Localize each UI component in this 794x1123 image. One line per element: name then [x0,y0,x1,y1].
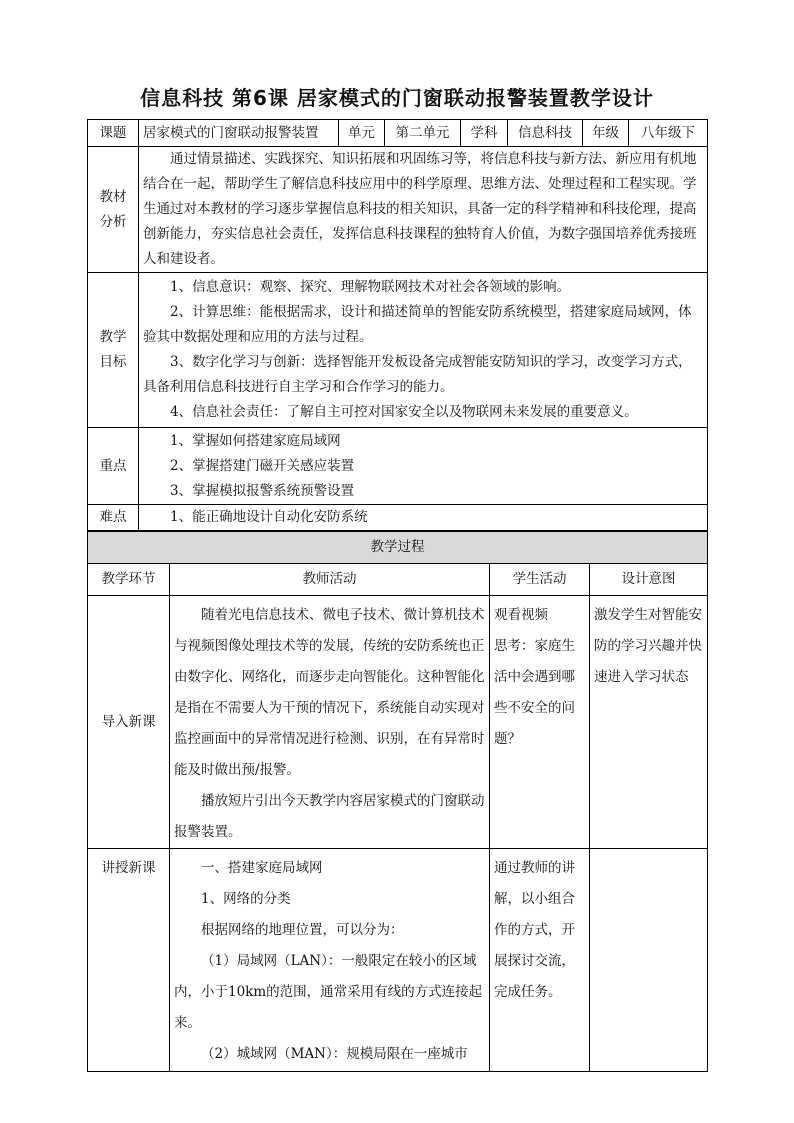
stage-cell: 讲授新课 [88,849,170,1072]
difficulty-label: 难点 [88,505,139,531]
subject-value: 信息科技 [508,120,583,147]
lesson-info-table [87,119,708,531]
student-activity-cell: 观看视频 思考：家庭生活中会遇到哪些不安全的问题？ [490,596,590,849]
difficulty-text: 1、能正确地设计自动化安防系统 [170,509,368,525]
key-point-item: 2、掌握搭建门磁开关感应装置 [170,457,355,474]
goals-cell [139,273,708,428]
subject-label: 学科 [461,120,508,147]
teacher-paragraph: 随着光电信息技术、微电子技术、微计算机技术与视频图像处理技术等的发展，传统的安防系统也正由数字化、网络化，而逐步走向智能化。这种智能化是指在不需要人为干预的情况下，系统能自动实现对监控画面中的异常情况进行检测、识别，在有异常时能及时做出预/报警。 [174,607,485,778]
teacher-activity-cell [170,849,490,1072]
difficulty-cell [139,505,708,531]
table-row [88,849,708,1072]
teacher-paragraph: （1）局域网（LAN）：一般限定在较小的区域内，小于10km的范围，通常采用有线的方式连接起来。 [174,953,483,1031]
stage-cell: 导入新课 [88,596,170,849]
teaching-process-table [87,531,708,1072]
topic-label: 课题 [88,120,139,147]
goal-item: 4、信息社会责任：了解自主可控对国家安全以及物联网未来发展的重要意义。 [170,404,638,420]
grade-value: 八年级下 [629,120,708,147]
teacher-paragraph: 一、搭建家庭局域网 [201,860,323,876]
table-row [88,596,708,849]
document-title: 信息科技 第6课 居家模式的门窗联动报警装置教学设计 [140,86,654,110]
topic-value: 居家模式的门窗联动报警装置 [139,120,339,147]
key-points-cell [139,428,708,505]
header-student: 学生活动 [490,564,590,596]
goals-label: 教学 目标 [88,273,139,428]
teacher-paragraph: 1、网络的分类 [201,891,291,907]
goal-item: 2、计算思维：能根据需求，设计和描述简单的智能安防系统模型，搭建家庭局域网，体验其中数据处理和应用的方法与过程。 [143,304,692,345]
analysis-text-cell [139,147,708,273]
teacher-paragraph: 播放短片引出今天教学内容居家模式的门窗联动报警装置。 [174,793,485,840]
unit-value: 第二单元 [385,120,461,147]
grade-label: 年级 [583,120,629,147]
teacher-activity-cell [170,596,490,849]
header-stage: 教学环节 [88,564,170,596]
analysis-label: 教材 分析 [88,147,139,273]
teacher-paragraph: （2）城域网（MAN）：规模局限在一座城市 [201,1046,468,1062]
teacher-paragraph: 根据网络的地理位置，可以分为： [201,922,404,938]
student-activity-cell: 通过教师的讲解，以小组合作的方式，开展探讨交流，完成任务。 [490,849,590,1072]
key-point-item: 1、掌握如何搭建家庭局域网 [170,432,341,449]
goal-item: 1、信息意识：观察、探究、理解物联网技术对社会各领域的影响。 [170,279,571,295]
process-section-title: 教学过程 [88,532,708,564]
design-intent-cell: 激发学生对智能安防的学习兴趣并快速进入学习状态 [590,596,708,849]
unit-label: 单元 [339,120,385,147]
key-point-item: 3、掌握模拟报警系统预警设置 [170,482,355,499]
analysis-text: 通过情景描述、实践探究、知识拓展和巩固练习等，将信息科技与新方法、新应用有机地结合在一起，帮助学生了解信息科技应用中的科学原理、思维方法、处理过程和工程实现。学生通过对本教材的学习逐步掌握信息科技的相关知识，具备一定的科学精神和科技伦理，提高创新能力，夯实信息社会责任，发挥信息科技课程的独特育人价值，为数字强国培养优秀接班人和建设者。 [143,151,697,267]
design-intent-cell [590,849,708,1072]
key-points-label: 重点 [88,428,139,505]
goal-item: 3、数字化学习与创新：选择智能开发板设备完成智能安防知识的学习，改变学习方式，具备利用信息科技进行自主学习和合作学习的能力。 [143,354,692,395]
header-intent: 设计意图 [590,564,708,596]
header-teacher: 教师活动 [170,564,490,596]
